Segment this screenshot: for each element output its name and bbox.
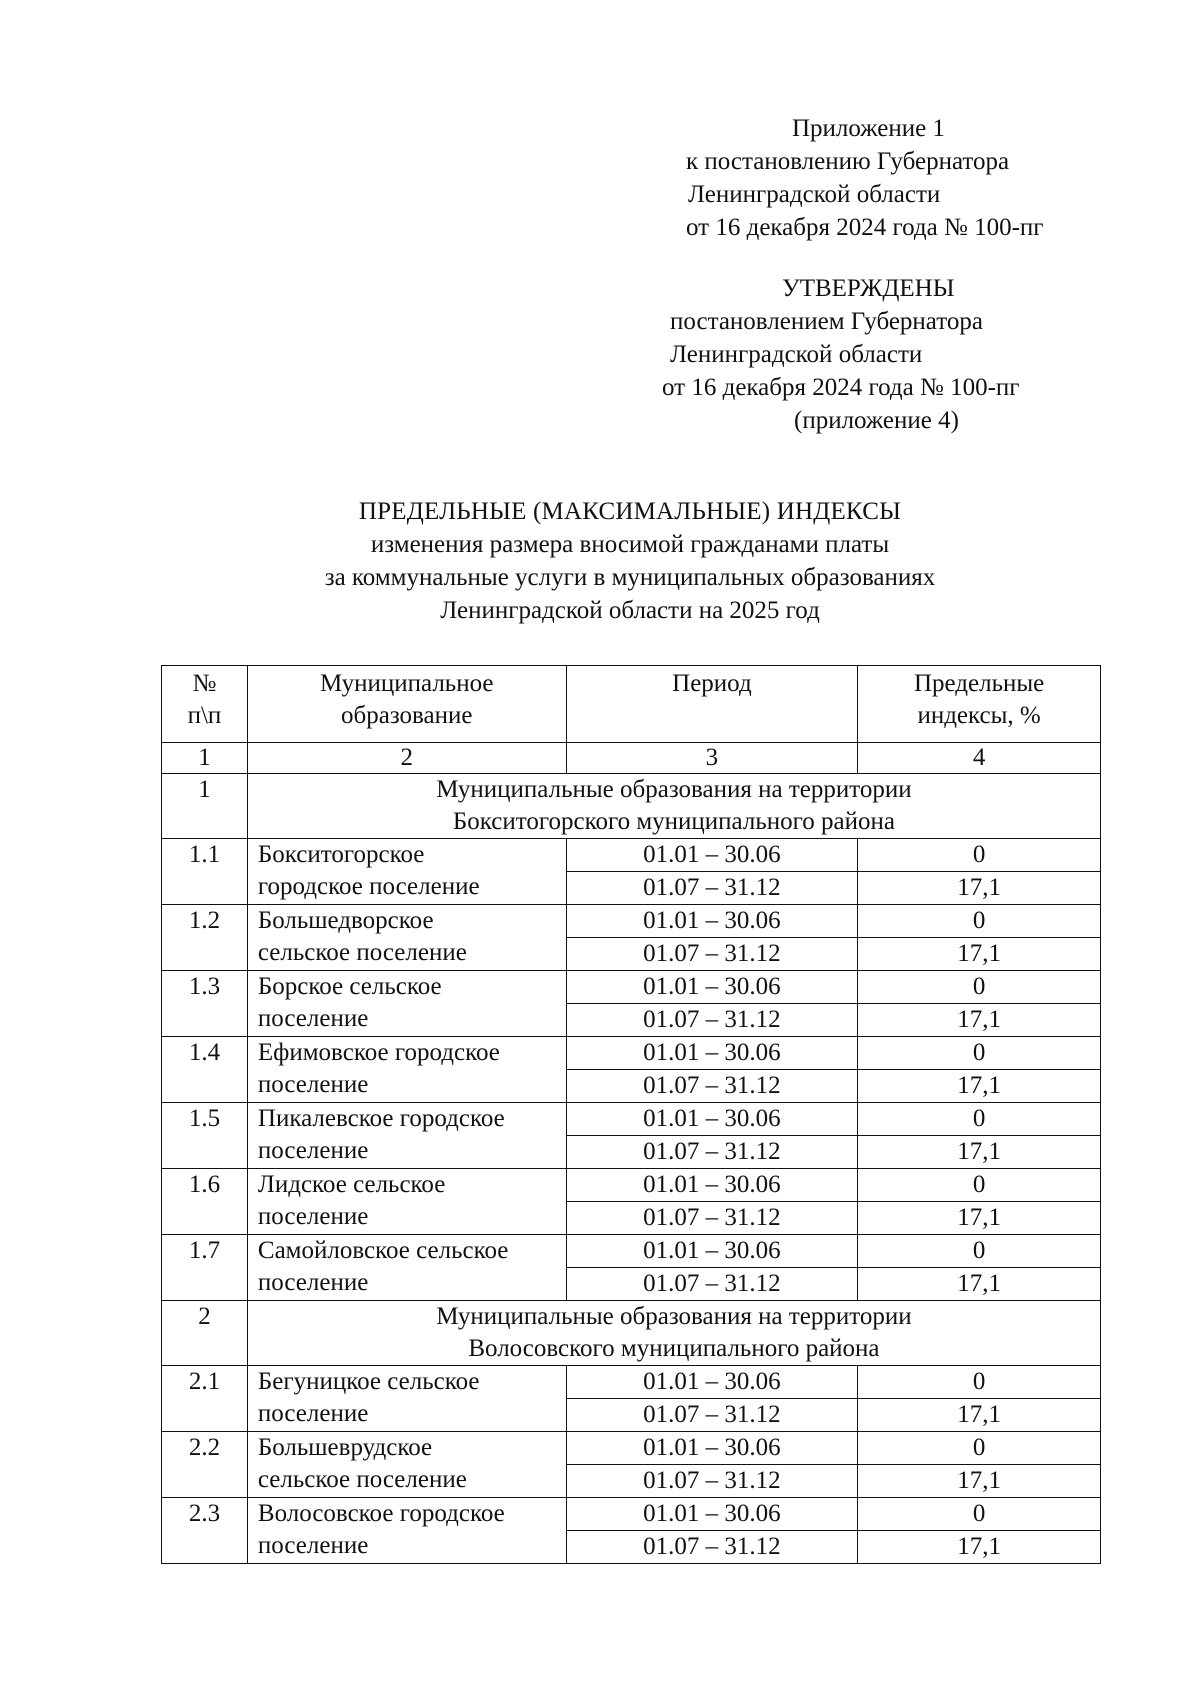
table-row <box>162 1037 1101 1070</box>
index-cell: 0 <box>858 1498 1101 1531</box>
index-cell: 0 <box>858 1432 1101 1465</box>
indexes-table <box>161 665 1101 1564</box>
table-row <box>162 905 1101 938</box>
table-row <box>162 971 1101 1004</box>
index-cell: 0 <box>858 971 1101 1004</box>
municipality-name-line1: Пикалевское городское <box>257 1105 505 1132</box>
period-cell: 01.01 – 30.06 <box>566 1366 858 1399</box>
section-title-line1: Муниципальные образования на территории <box>436 1303 912 1330</box>
municipality-name-line1: Волосовское городское <box>257 1500 505 1527</box>
table-row <box>162 1498 1101 1531</box>
period-cell: 01.07 – 31.12 <box>566 1202 858 1235</box>
municipality-name-line1: Ефимовское городское <box>257 1039 500 1066</box>
header-index-line1: Предельные <box>913 670 1045 697</box>
municipality-name-line1: Самойловское сельское <box>257 1237 509 1264</box>
column-number-row <box>162 743 1101 774</box>
index-cell: 0 <box>858 905 1101 938</box>
index-cell: 17,1 <box>858 1268 1101 1301</box>
title-line: изменения размера вносимой гражданами платы <box>370 531 890 558</box>
municipality-name <box>247 1037 566 1103</box>
municipality-name-line2: городское поселение <box>257 873 480 900</box>
index-cell: 0 <box>858 1366 1101 1399</box>
table-row <box>162 1169 1101 1202</box>
title-line: Ленинградской области на 2025 год <box>440 597 820 624</box>
index-cell: 17,1 <box>858 1136 1101 1169</box>
row-number: 1.1 <box>162 839 248 905</box>
row-number: 2.2 <box>162 1432 248 1498</box>
index-cell: 17,1 <box>858 938 1101 971</box>
municipality-name <box>247 905 566 971</box>
municipality-name-line1: Большедворское <box>257 907 434 934</box>
section-title-line1: Муниципальные образования на территории <box>436 776 912 803</box>
section-row <box>162 1301 1101 1366</box>
table-row <box>162 1366 1101 1399</box>
period-cell: 01.01 – 30.06 <box>566 905 858 938</box>
period-cell: 01.07 – 31.12 <box>566 1004 858 1037</box>
row-number: 2.3 <box>162 1498 248 1564</box>
index-cell: 17,1 <box>858 1004 1101 1037</box>
period-cell: 01.07 – 31.12 <box>566 1465 858 1498</box>
appendix-date: от 16 декабря 2024 года № 100-пг <box>686 214 1044 241</box>
row-number: 2.1 <box>162 1366 248 1432</box>
municipality-name-line2: поселение <box>257 1137 369 1164</box>
document-title <box>210 495 1050 627</box>
approved-heading: УТВЕРЖДЕНЫ <box>782 275 955 302</box>
municipality-name-line2: поселение <box>257 1400 369 1427</box>
municipality-name-line1: Лидское сельское <box>257 1171 446 1198</box>
index-cell: 17,1 <box>858 1531 1101 1564</box>
header-municipality-line2: образование <box>341 702 473 729</box>
column-number: 1 <box>162 743 248 774</box>
index-cell: 17,1 <box>858 1070 1101 1103</box>
index-cell: 17,1 <box>858 1465 1101 1498</box>
index-cell: 17,1 <box>858 1202 1101 1235</box>
column-number: 2 <box>247 743 566 774</box>
municipality-name-line1: Большеврудское <box>257 1434 433 1461</box>
approved-block <box>662 272 1020 437</box>
section-number: 2 <box>162 1301 248 1366</box>
section-title-line2: Бокситогорского муниципального района <box>452 808 895 835</box>
section-number: 1 <box>162 774 248 839</box>
appendix-line: к постановлению Губернатора <box>686 148 1010 175</box>
table-row <box>162 1103 1101 1136</box>
appendix-line: Ленинградской области <box>688 181 941 208</box>
index-cell: 0 <box>858 1037 1101 1070</box>
row-number: 1.2 <box>162 905 248 971</box>
section-title <box>247 1301 1100 1366</box>
municipality-name-line1: Бегуницкое сельское <box>257 1368 480 1395</box>
row-number: 1.6 <box>162 1169 248 1235</box>
municipality-name <box>247 839 566 905</box>
period-cell: 01.07 – 31.12 <box>566 1070 858 1103</box>
title-main: ПРЕДЕЛЬНЫЕ (МАКСИМАЛЬНЫЕ) ИНДЕКСЫ <box>358 498 902 525</box>
index-cell: 0 <box>858 839 1101 872</box>
municipality-name <box>247 1432 566 1498</box>
index-cell: 0 <box>858 1169 1101 1202</box>
period-cell: 01.07 – 31.12 <box>566 1399 858 1432</box>
period-cell: 01.07 – 31.12 <box>566 1136 858 1169</box>
row-number: 1.3 <box>162 971 248 1037</box>
approved-line: Ленинградской области <box>670 341 923 368</box>
municipality-name-line2: поселение <box>257 1532 369 1559</box>
period-cell: 01.01 – 30.06 <box>566 971 858 1004</box>
approved-date: от 16 декабря 2024 года № 100-пг <box>662 374 1020 401</box>
municipality-name <box>247 1235 566 1301</box>
period-cell: 01.07 – 31.12 <box>566 1268 858 1301</box>
municipality-name <box>247 1103 566 1169</box>
table-header-row <box>162 666 1101 743</box>
period-cell: 01.01 – 30.06 <box>566 1432 858 1465</box>
period-cell: 01.07 – 31.12 <box>566 1531 858 1564</box>
title-line: за коммунальные услуги в муниципальных образованиях <box>324 564 936 591</box>
municipality-name-line2: поселение <box>257 1269 369 1296</box>
table-row <box>162 1235 1101 1268</box>
header-number <box>162 666 248 743</box>
municipality-name <box>247 1169 566 1235</box>
header-period: Период <box>566 666 858 743</box>
header-index <box>858 666 1101 743</box>
municipality-name-line2: сельское поселение <box>257 939 467 966</box>
municipality-name <box>247 1498 566 1564</box>
index-cell: 17,1 <box>858 872 1101 905</box>
period-cell: 01.01 – 30.06 <box>566 1235 858 1268</box>
period-cell: 01.07 – 31.12 <box>566 938 858 971</box>
section-row <box>162 774 1101 839</box>
appendix-block <box>686 112 1044 244</box>
row-number: 1.4 <box>162 1037 248 1103</box>
municipality-name-line2: поселение <box>257 1005 369 1032</box>
header-number-line2: п\п <box>187 702 222 729</box>
index-cell: 0 <box>858 1235 1101 1268</box>
period-cell: 01.01 – 30.06 <box>566 839 858 872</box>
header-number-line1: № <box>192 670 217 697</box>
section-title-line2: Волосовского муниципального района <box>468 1335 880 1362</box>
index-cell: 17,1 <box>858 1399 1101 1432</box>
municipality-name <box>247 1366 566 1432</box>
period-cell: 01.01 – 30.06 <box>566 1103 858 1136</box>
municipality-name-line2: поселение <box>257 1203 369 1230</box>
period-cell: 01.01 – 30.06 <box>566 1169 858 1202</box>
row-number: 1.5 <box>162 1103 248 1169</box>
row-number: 1.7 <box>162 1235 248 1301</box>
municipality-name <box>247 971 566 1037</box>
period-cell: 01.01 – 30.06 <box>566 1498 858 1531</box>
municipality-name-line1: Бокситогорское <box>257 841 425 868</box>
section-title <box>247 774 1100 839</box>
table-row <box>162 1432 1101 1465</box>
header-municipality-line1: Муниципальное <box>320 670 494 697</box>
municipality-name-line2: поселение <box>257 1071 369 1098</box>
period-cell: 01.01 – 30.06 <box>566 1037 858 1070</box>
column-number: 3 <box>566 743 858 774</box>
column-number: 4 <box>858 743 1101 774</box>
period-cell: 01.07 – 31.12 <box>566 872 858 905</box>
header-index-line2: индексы, % <box>917 702 1041 729</box>
header-municipality <box>247 666 566 743</box>
approved-line: постановлением Губернатора <box>670 308 983 335</box>
index-cell: 0 <box>858 1103 1101 1136</box>
municipality-name-line2: сельское поселение <box>257 1466 467 1493</box>
table-row <box>162 839 1101 872</box>
approved-appendix-ref: (приложение 4) <box>794 407 959 434</box>
municipality-name-line1: Борское сельское <box>257 973 442 1000</box>
appendix-title: Приложение 1 <box>792 115 945 142</box>
